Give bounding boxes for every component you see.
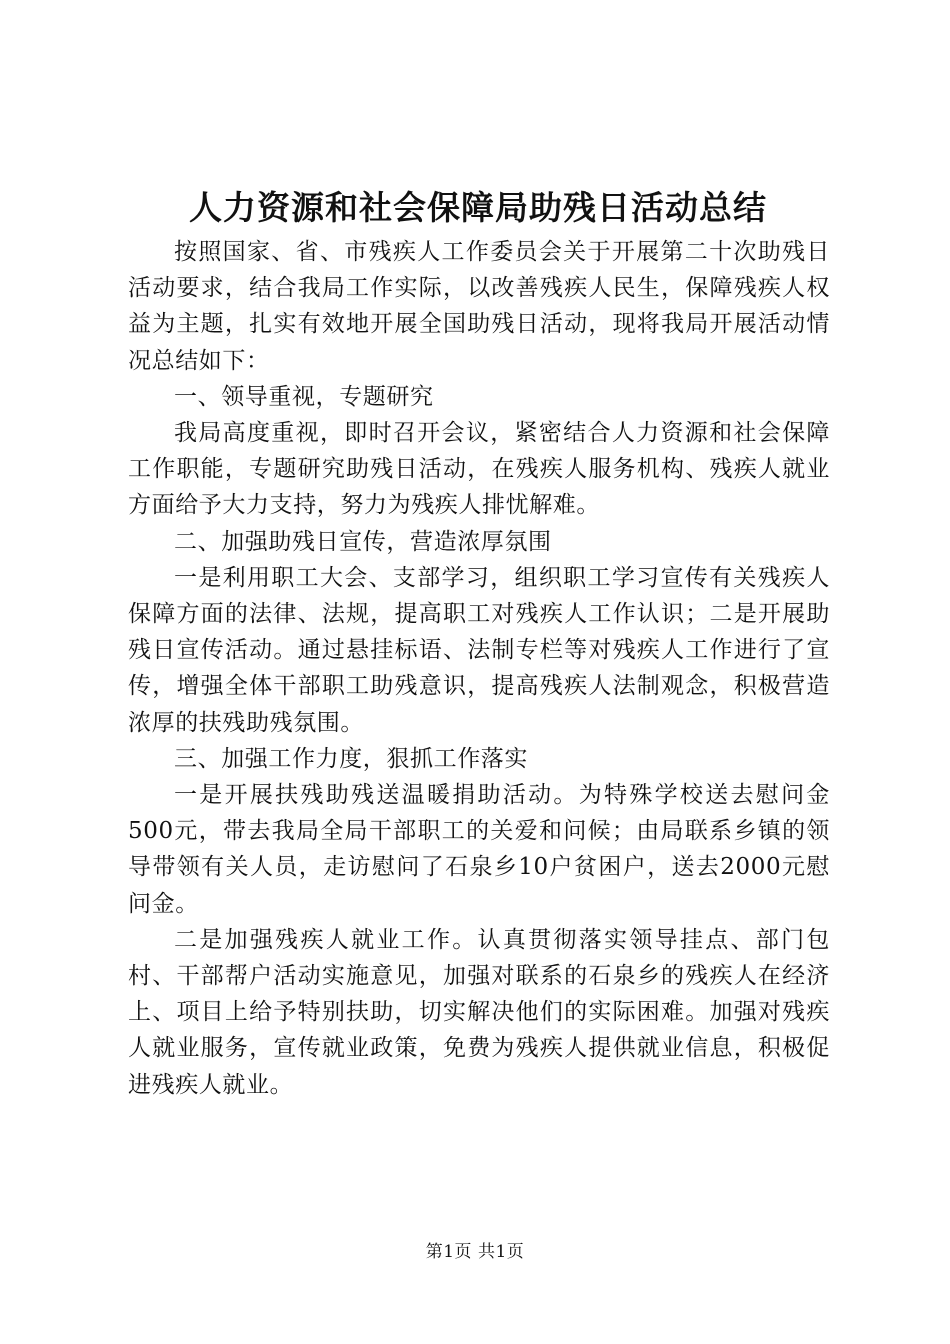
- paragraph-section-3b: 二是加强残疾人就业工作。认真贯彻落实领导挂点、部门包村、干部帮户活动实施意见，加强对联系的石泉乡的残疾人在经济上、项目上给予特别扶助，切实解决他们的实际困难。加强对残疾人就业服务，宣传就业政策，免费为残疾人提供就业信息，积极促进残疾人就业。: [128, 926, 830, 1098]
- paragraph-intro: 按照国家、省、市残疾人工作委员会关于开展第二十次助残日活动要求，结合我局工作实际，以改善残疾人民生，保障残疾人权益为主题，扎实有效地开展全国助残日活动，现将我局开展活动情况总结如下：: [128, 239, 830, 374]
- page-footer: 第1页 共1页: [425, 1242, 525, 1262]
- section-heading-2: 二、加强助残日宣传，营造浓厚氛围: [174, 528, 552, 555]
- paragraph-section-2: 一是利用职工大会、支部学习，组织职工学习宣传有关残疾人保障方面的法律、法规，提高职工对残疾人工作认识；二是开展助残日宣传活动。通过悬挂标语、法制专栏等对残疾人工作进行了宣传，增强全体干部职工助残意识，提高残疾人法制观念，积极营造浓厚的扶残助残氛围。: [128, 564, 830, 736]
- paragraph-section-3a: 一是开展扶残助残送温暖捐助活动。为特殊学校送去慰问金500元，带去我局全局干部职工的关爱和问候；由局联系乡镇的领导带领有关人员，走访慰问了石泉乡10户贫困户，送去2000元慰问金。: [128, 782, 830, 917]
- section-heading-1: 一、领导重视，专题研究: [174, 383, 434, 410]
- paragraph-section-1: 我局高度重视，即时召开会议，紧密结合人力资源和社会保障工作职能，专题研究助残日活动，在残疾人服务机构、残疾人就业方面给予大力支持，努力为残疾人排忧解难。: [128, 420, 830, 519]
- document-title: 人力资源和社会保障局助残日活动总结: [189, 188, 767, 227]
- document-body: [128, 234, 830, 1103]
- section-heading-3: 三、加强工作力度，狠抓工作落实: [174, 745, 528, 772]
